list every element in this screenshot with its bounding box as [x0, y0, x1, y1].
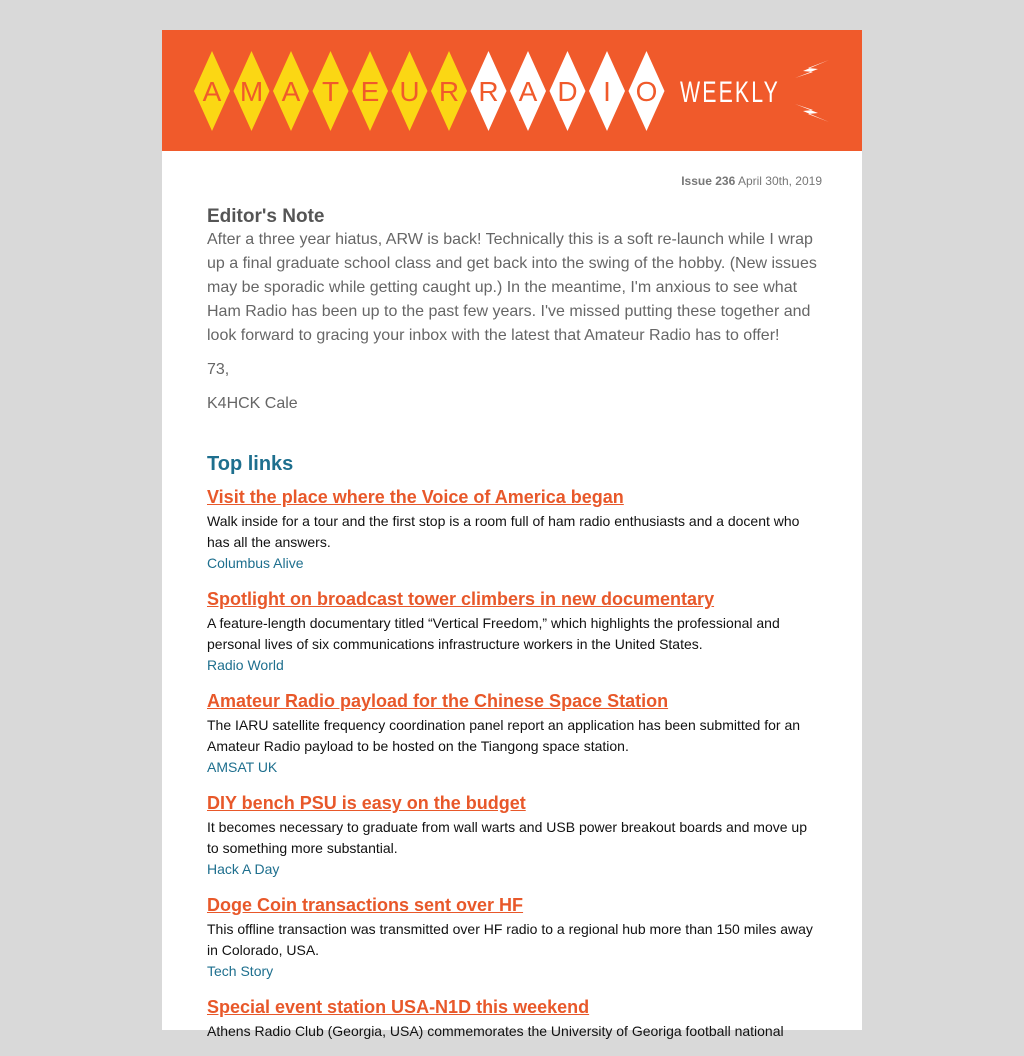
- article-title-link[interactable]: Spotlight on broadcast tower climbers in new documentary: [207, 589, 715, 609]
- logo-letter: U: [399, 76, 420, 107]
- article: [207, 690, 819, 778]
- logo-letter: O: [635, 76, 658, 107]
- signoff-73: 73,: [207, 361, 230, 378]
- logo-letter: R: [478, 76, 499, 107]
- logo-letter: M: [239, 76, 264, 107]
- article-description: It becomes necessary to graduate from wall warts and USB power breakout boards and move up to something more substantial.: [207, 819, 807, 856]
- banner-logo: [162, 30, 862, 151]
- article: [207, 486, 819, 574]
- logo-letter: A: [518, 76, 538, 107]
- article-source-link[interactable]: Tech Story: [207, 963, 274, 979]
- article-source-link[interactable]: Hack A Day: [207, 861, 280, 877]
- article-title-link[interactable]: Special event station USA-N1D this weekend: [207, 997, 590, 1017]
- article-source-link[interactable]: Radio World: [207, 657, 284, 673]
- issue-date: April 30th, 2019: [737, 174, 822, 188]
- editors-note-body: After a three year hiatus, ARW is back! Technically this is a soft re-launch while I wrap up a final graduate school class and get back into the swing of the hobby. (New issues may be sporadic while getting caught up.) In the meantime, I'm anxious to see what Ham Radio has been up to the past few years. I've missed putting these together and look forward to gracing your inbox with the latest that Amateur Radio has to offer!: [207, 231, 817, 344]
- top-links-title: Top links: [207, 453, 294, 475]
- article: [207, 792, 819, 880]
- logo-letter: A: [281, 76, 301, 107]
- article-description: A feature-length documentary titled “Vertical Freedom,” which highlights the professional and personal lives of six communications infrastructure workers in the United States.: [207, 615, 780, 652]
- article-title-link[interactable]: Doge Coin transactions sent over HF: [207, 895, 524, 915]
- logo-letter: R: [438, 76, 460, 107]
- weekly-label: WEEKLY: [680, 76, 780, 109]
- logo-letter: T: [321, 76, 340, 107]
- article-title-link[interactable]: Visit the place where the Voice of America began: [207, 487, 624, 507]
- lightning-bolt-icon: [795, 60, 829, 78]
- article-description: Walk inside for a tour and the first stop is a room full of ham radio enthusiasts and a docent who has all the answers.: [207, 513, 800, 550]
- editors-note-title: Editor's Note: [207, 206, 325, 227]
- article-description: Athens Radio Club (Georgia, USA) commemorates the University of Georiga football national: [207, 1023, 784, 1039]
- article: [207, 996, 819, 1042]
- main-content: [207, 206, 819, 1056]
- header-banner: [162, 30, 862, 151]
- issue-info: [162, 174, 822, 188]
- logo-letter: A: [202, 76, 222, 107]
- issue-number: Issue 236: [681, 174, 736, 188]
- logo-letters: [194, 51, 665, 131]
- article-title-link[interactable]: Amateur Radio payload for the Chinese Space Station: [207, 691, 669, 711]
- article: [207, 588, 819, 676]
- lightning-bolt-icon: [795, 104, 829, 122]
- logo-letter: E: [360, 76, 380, 107]
- article-title-link[interactable]: DIY bench PSU is easy on the budget: [207, 793, 526, 813]
- signoff-callsign: K4HCK Cale: [207, 395, 298, 412]
- newsletter-page: [162, 30, 862, 1039]
- article: [207, 894, 819, 982]
- logo-letter: I: [603, 76, 611, 107]
- article-description: This offline transaction was transmitted over HF radio to a regional hub more than 150 miles away in Colorado, USA.: [207, 921, 813, 958]
- article-description: The IARU satellite frequency coordination panel report an application has been submitted for an Amateur Radio payload to be hosted on the Tiangong space station.: [207, 717, 801, 754]
- article-source-link[interactable]: AMSAT UK: [207, 759, 278, 775]
- logo-letter: D: [557, 76, 578, 107]
- article-source-link[interactable]: Columbus Alive: [207, 555, 304, 571]
